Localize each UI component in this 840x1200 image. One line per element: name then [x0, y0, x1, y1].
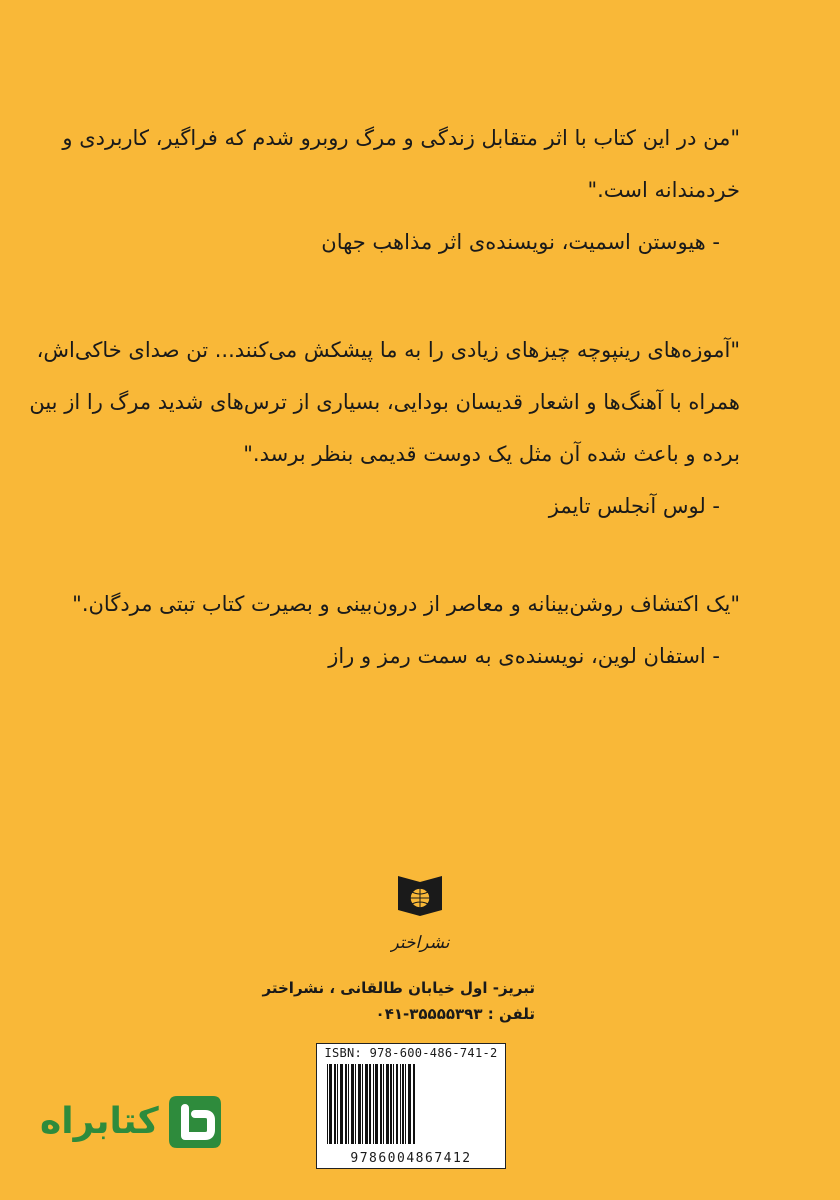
quote-1	[60, 112, 740, 268]
publisher-address: تبریز- اول خیابان طالقانی ، نشراختر	[262, 979, 535, 997]
book-globe-icon	[390, 870, 450, 960]
publisher-phone: تلفن : ۳۵۵۵۵۳۹۳-۰۴۱	[375, 1005, 535, 1023]
quote-2-line-2: همراه با آهنگ‌ها و اشعار قدیسان بودایی، بسیاری از ترس‌های شدید مرگ را از بین	[29, 390, 740, 414]
quote-1-line-1: "من در این کتاب با اثر متقابل زندگی و مرگ روبرو شدم که فراگیر، کاربردی و	[62, 126, 740, 150]
quote-3-line-1: "یک اکتشاف روشن‌بینانه و معاصر از درون‌بینی و بصیرت کتاب تبتی مردگان."	[72, 592, 740, 616]
quote-2-attribution: - لوس آنجلس تایمز	[548, 494, 720, 518]
quote-2	[29, 324, 740, 532]
isbn-barcode	[316, 1043, 506, 1169]
quote-2-line-3: برده و باعث شده آن مثل یک دوست قدیمی بنظر برسد."	[243, 442, 740, 466]
ketabrah-logo-icon	[163, 1090, 227, 1154]
barcode-graphic	[325, 1064, 497, 1146]
quote-3	[60, 578, 740, 682]
isbn-label: ISBN: 978-600-486-741-2	[324, 1046, 498, 1060]
publisher-logo	[390, 870, 450, 960]
publisher-logo-text: نشراختر	[390, 933, 450, 953]
quote-1-attribution: - هیوستن اسمیت، نویسنده‌ی اثر مذاهب جهان	[321, 230, 720, 254]
quote-2-line-1: "آموزه‌های رینپوچه چیزهای زیادی را به ما پیشکش می‌کنند... تن صدای خاکی‌اش،	[36, 338, 740, 362]
store-logo	[40, 1092, 227, 1152]
publisher-address-block	[263, 975, 535, 1027]
isbn-digits: 9786004867412	[350, 1151, 472, 1166]
quote-1-line-2: خردمندانه است."	[587, 178, 740, 202]
quote-3-attribution: - استفان لوین، نویسنده‌ی به سمت رمز و راز	[328, 644, 720, 668]
store-name: کتابراه	[40, 1101, 159, 1142]
